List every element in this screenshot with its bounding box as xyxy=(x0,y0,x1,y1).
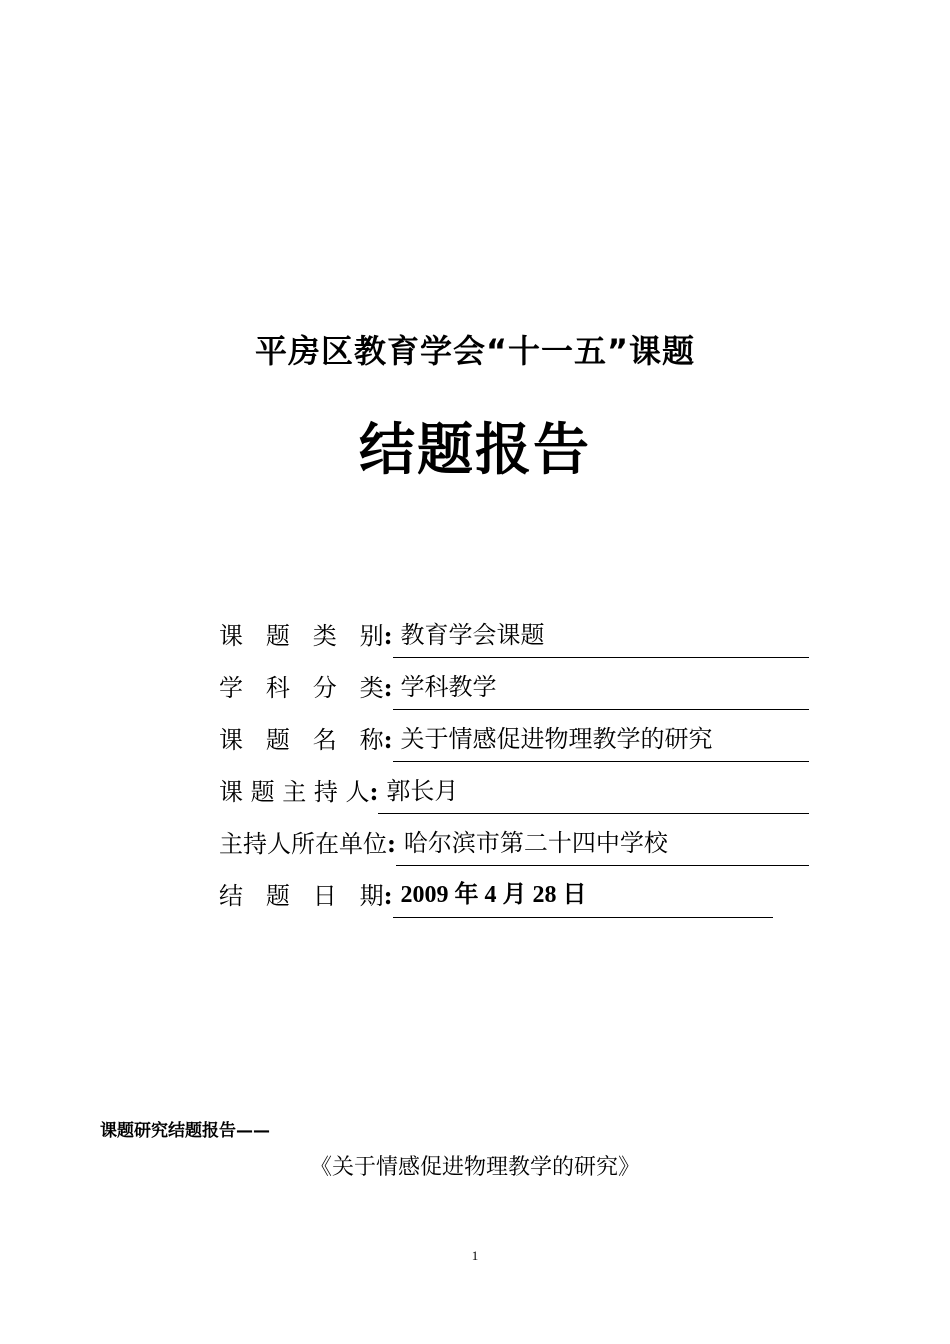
info-label-topic-name: 课 题 名 称 xyxy=(219,726,384,754)
info-colon: : xyxy=(369,777,379,806)
info-row-host xyxy=(219,762,809,814)
organization-title: 平房区教育学会“十一五”课题 xyxy=(254,332,696,370)
report-info-list xyxy=(219,606,809,918)
info-label-category: 课 题 类 别 xyxy=(219,622,384,650)
info-row-subject xyxy=(219,658,809,710)
info-label-host-unit: 主持人所在单位 xyxy=(219,830,387,858)
info-row-host-unit xyxy=(219,814,809,866)
info-value-topic-name: 关于情感促进物理教学的研究 xyxy=(393,721,809,762)
info-label-completion-date: 结 题 日 期 xyxy=(219,882,384,910)
info-colon: : xyxy=(383,725,393,754)
info-value-completion-date: 2009 年 4 月 28 日 xyxy=(393,877,773,918)
info-value-host: 郭长月 xyxy=(378,773,809,814)
page-number: 1 xyxy=(471,1248,479,1263)
info-label-subject: 学 科 分 类 xyxy=(219,674,384,702)
info-colon: : xyxy=(383,621,393,650)
section-kicker: 课题研究结题报告—— xyxy=(100,1121,270,1141)
info-row-topic-name xyxy=(219,710,809,762)
info-row-completion-date xyxy=(219,866,809,918)
info-value-category: 教育学会课题 xyxy=(393,617,809,658)
info-colon: : xyxy=(383,881,393,910)
section-title: 《关于情感促进物理教学的研究》 xyxy=(309,1155,640,1180)
info-label-host: 课 题 主 持 人 xyxy=(219,778,370,806)
info-value-subject: 学科教学 xyxy=(393,669,809,710)
info-colon: : xyxy=(383,673,393,702)
info-value-host-unit: 哈尔滨市第二十四中学校 xyxy=(396,825,809,866)
info-row-category xyxy=(219,606,809,658)
info-colon: : xyxy=(387,829,396,858)
report-title: 结题报告 xyxy=(359,418,591,483)
